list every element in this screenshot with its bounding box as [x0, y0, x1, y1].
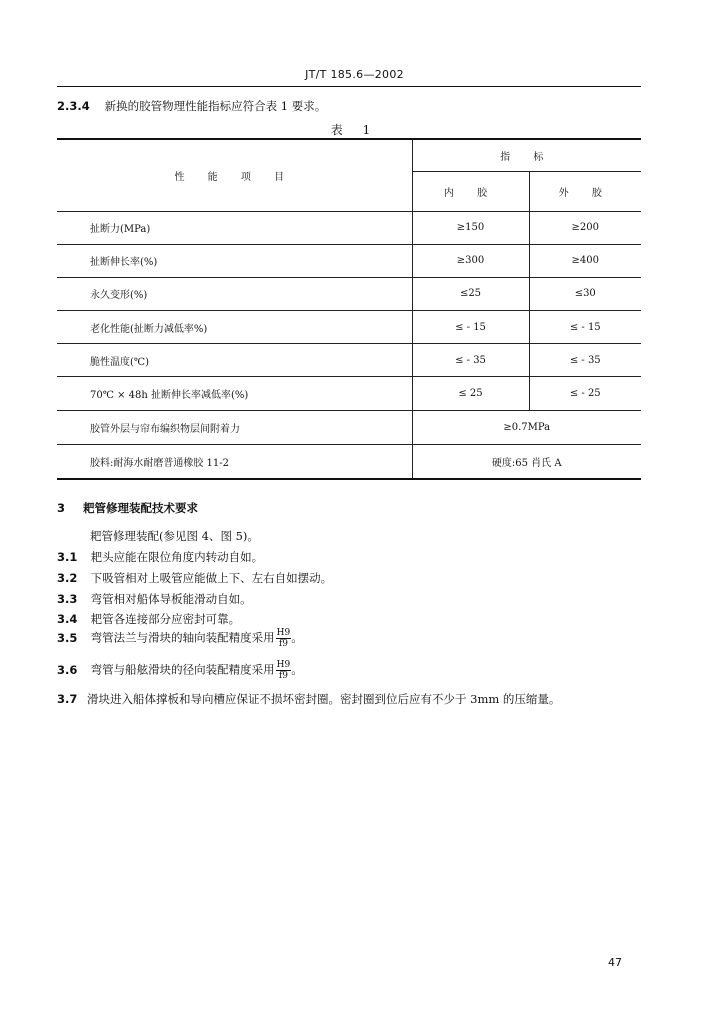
clause-3-2 [57, 570, 332, 586]
clause-number: 3.4 [57, 612, 78, 626]
table-row [57, 377, 641, 411]
header-property: 性 能 项 目 [57, 139, 412, 211]
row-property: 扯断伸长率(%) [57, 244, 412, 277]
table-row [57, 211, 641, 244]
clause-number: 3.2 [57, 571, 78, 585]
section-3-heading [57, 500, 198, 516]
clause-text: 耙管各连接部分应密封可靠。 [90, 612, 241, 626]
row-property: 老化性能(扯断力减低率%) [57, 310, 412, 343]
row-property: 脆性温度(℃) [57, 344, 412, 377]
row-inner-value: ≥150 [412, 211, 529, 244]
row-inner-value: ≤ - 15 [412, 310, 529, 343]
clause-number: 3.7 [57, 692, 78, 706]
clause-3-5 [57, 628, 303, 649]
standard-number-header: JT/T 185.6—2002 [305, 68, 404, 81]
row-outer-value: ≤ - 15 [529, 310, 641, 343]
fit-tolerance [276, 628, 292, 649]
table-row [57, 310, 641, 343]
section-title: 耙管修理装配技术要求 [83, 501, 199, 515]
row-inner-value: ≤ 25 [412, 377, 529, 411]
clause-text: 下吸管相对上吸管应能做上下、左右自如摆动。 [90, 571, 333, 585]
clause-text: 弯管法兰与滑块的轴向装配精度采用 [90, 630, 275, 645]
section-number: 3 [57, 501, 66, 515]
clause-3-3 [57, 591, 252, 607]
clause-number: 3.6 [57, 662, 78, 677]
clause-number: 3.1 [57, 550, 78, 564]
row-merged-value: 硬度:65 肖氏 A [412, 445, 641, 479]
clause-number: 2.3.4 [57, 99, 90, 113]
row-outer-value: ≤ - 25 [529, 377, 641, 411]
clause-text: 耙头应能在限位角度内转动自如。 [90, 550, 264, 564]
clause-3-7 [57, 689, 641, 709]
clause-text: 新换的胶管物理性能指标应符合表 1 要求。 [104, 99, 327, 113]
fit-denominator: f9 [278, 671, 288, 681]
clause-2-3-4 [57, 98, 326, 114]
row-property: 扯断力(MPa) [57, 211, 412, 244]
clause-end: 。 [291, 662, 303, 677]
intro-paragraph: 耙管修理装配(参见图 4、图 5)。 [90, 529, 259, 543]
table-row [57, 344, 641, 377]
header-rule [57, 86, 641, 87]
clause-3-1 [57, 549, 263, 565]
clause-number: 3.5 [57, 630, 78, 645]
row-outer-value: ≥400 [529, 244, 641, 277]
fit-numerator: H9 [276, 660, 291, 670]
table-row [57, 445, 641, 479]
fit-denominator: f9 [278, 639, 288, 649]
header-index: 指 标 [412, 139, 641, 171]
row-outer-value: ≥200 [529, 211, 641, 244]
table-row [57, 411, 641, 445]
clause-end: 。 [291, 630, 303, 645]
row-property: 永久变形(%) [57, 277, 412, 310]
header-inner: 内 胶 [412, 171, 529, 211]
row-inner-value: ≥300 [412, 244, 529, 277]
clause-number: 3.3 [57, 592, 78, 606]
row-property: 胶料:耐海水耐磨普通橡胶 11-2 [57, 445, 412, 479]
table-caption: 表 1 [330, 123, 379, 137]
clause-text: 弯管相对船体导板能滑动自如。 [90, 592, 252, 606]
table-row [57, 277, 641, 310]
row-merged-value: ≥0.7MPa [412, 411, 641, 445]
clause-text: 弯管与船舷滑块的径向装配精度采用 [90, 662, 275, 677]
property-table [57, 138, 641, 480]
row-outer-value: ≤30 [529, 277, 641, 310]
row-property: 胶管外层与帘布编织物层间附着力 [57, 411, 412, 445]
fit-tolerance [276, 660, 292, 681]
row-inner-value: ≤25 [412, 277, 529, 310]
row-inner-value: ≤ - 35 [412, 344, 529, 377]
page-number: 47 [608, 956, 622, 969]
table-row [57, 244, 641, 277]
row-outer-value: ≤ - 35 [529, 344, 641, 377]
header-outer: 外 胶 [529, 171, 641, 211]
clause-3-4 [57, 611, 240, 627]
row-property: 70℃ × 48h 扯断伸长率减低率(%) [57, 377, 412, 411]
clause-text: 滑块进入船体撑板和导向槽应保证不损坏密封圈。密封圈到位后应有不少于 3mm 的压缩量。 [87, 692, 561, 706]
clause-3-6 [57, 660, 303, 681]
fit-numerator: H9 [276, 628, 291, 638]
